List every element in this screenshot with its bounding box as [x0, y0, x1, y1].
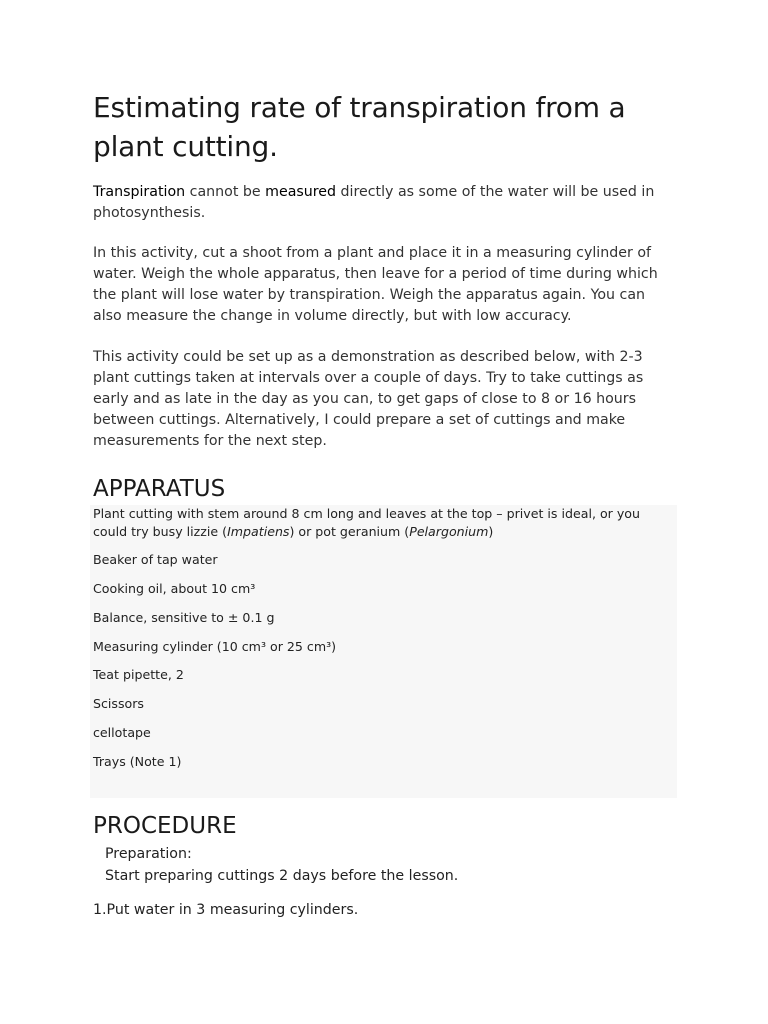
apparatus-heading: APPARATUS	[93, 476, 226, 502]
apparatus-box	[90, 505, 677, 798]
procedure-step-1: 1.Put water in 3 measuring cylinders.	[93, 902, 359, 918]
apparatus-item: cellotape	[93, 725, 151, 740]
demonstration-paragraph: This activity could be set up as a demonstration as described below, with 2-3 plant cuttings taken at intervals over a couple of days. Try to take cuttings as early and as late in the day as you can, to get gaps of close to 8 or 16 hours between cuttings. Alternatively, I could prepare a set of cuttings and make measurements for the next step.	[93, 349, 644, 449]
apparatus-item: Beaker of tap water	[93, 552, 218, 567]
apparatus-item-italic: Pelargonium	[409, 524, 489, 539]
preparation-text: Start preparing cuttings 2 days before the lesson.	[105, 868, 459, 884]
apparatus-item: Trays (Note 1)	[93, 754, 182, 769]
apparatus-item-text: Plant cutting with stem around 8 cm long and leaves at the top – privet is ideal, or you could try busy lizzie (	[93, 506, 640, 539]
procedure-heading: PROCEDURE	[93, 813, 237, 839]
term-measured: measured	[265, 184, 337, 200]
apparatus-item-text: ) or pot geranium (	[289, 524, 410, 539]
apparatus-item: Balance, sensitive to ± 0.1 g	[93, 610, 275, 625]
activity-paragraph: In this activity, cut a shoot from a plant and place it in a measuring cylinder of water. Weigh the whole apparatus, then leave for a period of time during which the plant will lose water by transpiration. Weigh the apparatus again. You can also measure the change in volume directly, but with low accuracy.	[93, 245, 658, 324]
apparatus-item: Cooking oil, about 10 cm³	[93, 581, 256, 596]
apparatus-item-italic: Impatiens	[227, 524, 290, 539]
apparatus-item-plant-cutting	[93, 505, 671, 541]
preparation-label: Preparation:	[105, 846, 192, 862]
apparatus-item: Scissors	[93, 696, 144, 711]
intro-paragraph	[93, 182, 677, 224]
apparatus-item: Teat pipette, 2	[93, 667, 184, 682]
apparatus-item-text: )	[488, 524, 494, 539]
document-title: Estimating rate of transpiration from a plant cutting.	[93, 91, 626, 163]
term-transpiration: Transpiration	[93, 184, 186, 200]
apparatus-item: Measuring cylinder (10 cm³ or 25 cm³)	[93, 639, 337, 654]
intro-text-2: directly as some of the water will be used in photosynthesis.	[93, 184, 655, 221]
intro-text-1: cannot be	[185, 184, 266, 200]
